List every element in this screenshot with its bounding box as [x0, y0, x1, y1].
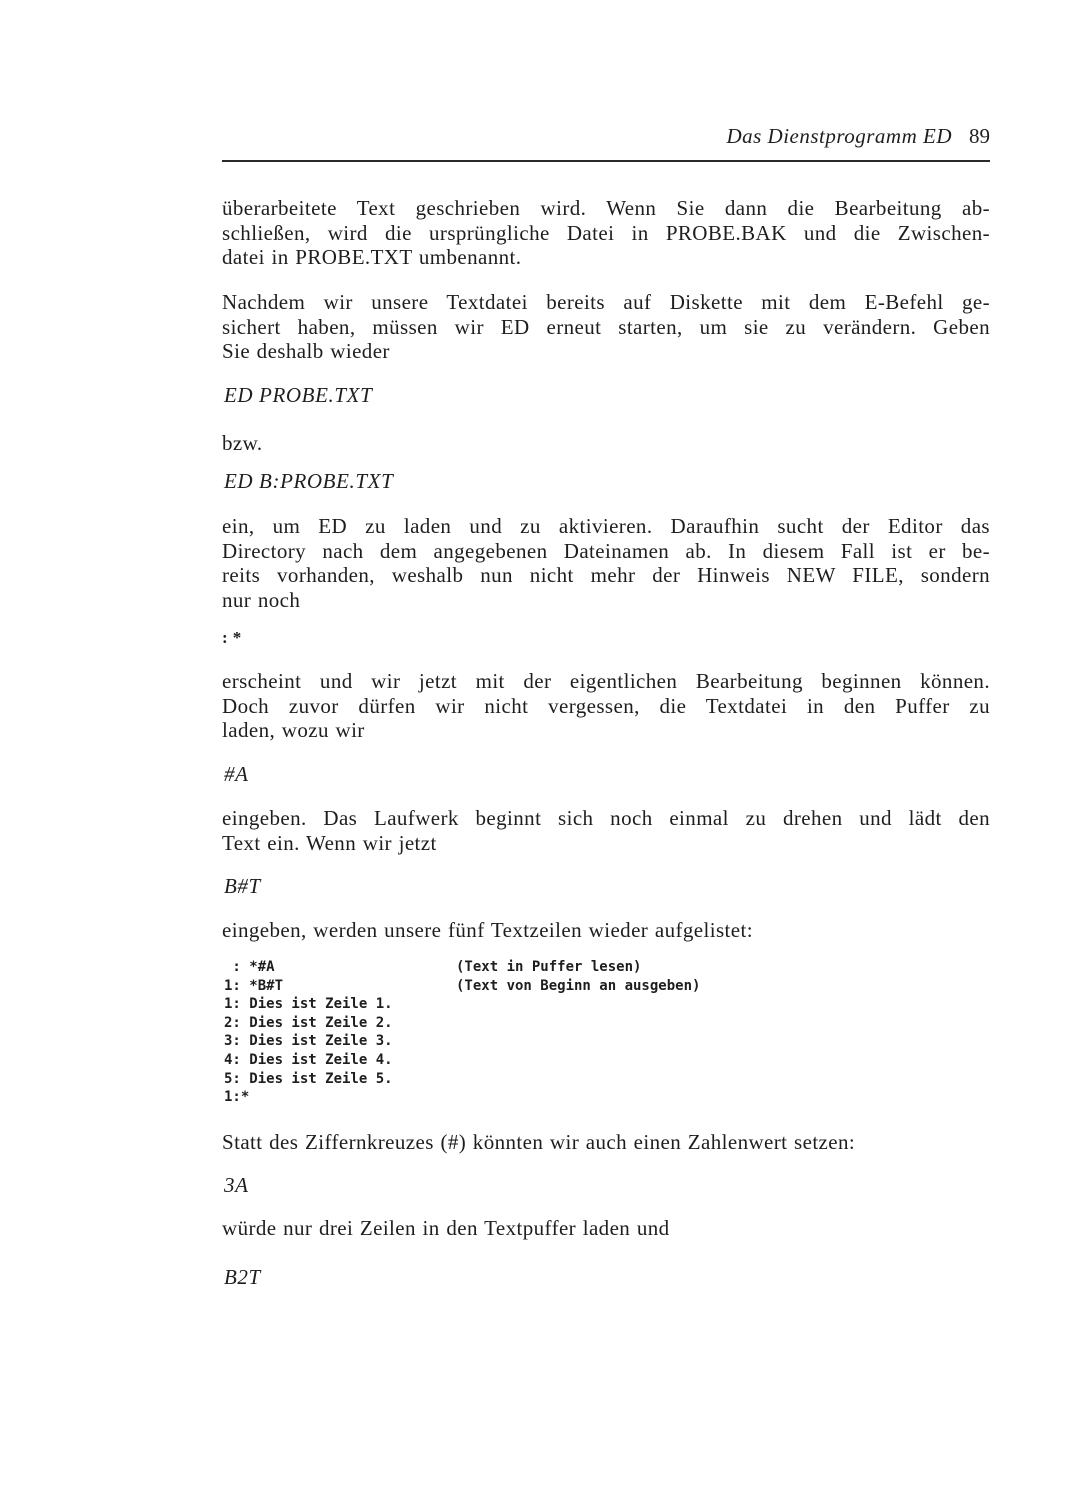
- command-list: B#T: [224, 874, 261, 898]
- code-text: 1: Dies ist Zeile 1.: [224, 996, 393, 1013]
- text-line: reits vorhanden, weshalb nun nicht mehr der Hinweis NEW FILE, sondern: [222, 563, 990, 587]
- text-line: Nachdem wir unsere Textdatei bereits auf Diskette mit dem E-Befehl ge-: [222, 290, 990, 314]
- bzw-text: bzw.: [222, 431, 263, 455]
- code-row: [224, 1088, 700, 1107]
- text-line: Doch zuvor dürfen wir nicht vergessen, die Textdatei in den Puffer zu: [222, 693, 990, 718]
- code-text: 1:*: [224, 1089, 250, 1106]
- prompt-text: : *: [222, 628, 242, 647]
- code-comment: (Text von Beginn an ausgeben): [456, 977, 701, 994]
- code-listing: [224, 958, 700, 1107]
- code-comment: (Text in Puffer lesen): [456, 959, 642, 975]
- paragraph-1: [222, 196, 990, 270]
- text-line: würde nur drei Zeilen in den Textpuffer laden und: [222, 1216, 670, 1240]
- text-line: sichert haben, müssen wir ED erneut starten, um sie zu verändern. Geben: [222, 314, 990, 339]
- paragraph-3: [222, 514, 990, 612]
- paragraph-6: [222, 918, 990, 943]
- running-header: [222, 122, 990, 162]
- code-text: 4: Dies ist Zeile 4.: [224, 1051, 393, 1068]
- code-row: [224, 1014, 700, 1033]
- text-line: eingeben. Das Laufwerk beginnt sich noch einmal zu drehen und lädt den: [222, 806, 990, 830]
- text-line: Text ein. Wenn wir jetzt: [222, 830, 437, 855]
- code-text: 2: Dies ist Zeile 2.: [224, 1014, 393, 1031]
- code-row: [224, 1070, 700, 1089]
- command-3a: 3A: [224, 1173, 249, 1197]
- paragraph-5: [222, 806, 990, 855]
- command-append: #A: [224, 762, 249, 786]
- code-row: [224, 958, 700, 977]
- text-line: eingeben, werden unsere fünf Textzeilen wieder aufgelistet:: [222, 918, 753, 942]
- text-line: Directory nach dem angegebenen Dateinamen ab. In diesem Fall ist er be-: [222, 538, 990, 563]
- text-line: erscheint und wir jetzt mit der eigentlichen Bearbeitung beginnen können.: [222, 669, 990, 693]
- code-text: 5: Dies ist Zeile 5.: [224, 1070, 393, 1087]
- text-line: ein, um ED zu laden und zu aktivieren. Daraufhin sucht der Editor das: [222, 514, 990, 538]
- command-ed-probe: ED PROBE.TXT: [224, 383, 373, 407]
- command-b2t: B2T: [224, 1265, 261, 1289]
- code-row: [224, 1051, 700, 1070]
- command-ed-b-probe: ED B:PROBE.TXT: [224, 469, 394, 493]
- paragraph-7: [222, 1130, 990, 1155]
- text-line: überarbeitete Text geschrieben wird. Wenn Sie dann die Bearbeitung ab-: [222, 196, 990, 220]
- chapter-title: Das Dienstprogramm ED: [726, 124, 952, 148]
- text-line: laden, wozu wir: [222, 718, 365, 742]
- code-text: : *#A: [224, 959, 275, 975]
- code-row: [224, 1032, 700, 1051]
- code-text: 1: *B#T: [224, 977, 284, 994]
- code-row: [224, 995, 700, 1014]
- code-text: 3: Dies ist Zeile 3.: [224, 1033, 393, 1050]
- text-line: Sie deshalb wieder: [222, 339, 390, 363]
- page-number: 89: [969, 124, 990, 148]
- code-row: [224, 977, 700, 996]
- paragraph-4: [222, 669, 990, 743]
- text-line: nur noch: [222, 587, 301, 612]
- text-line: Statt des Ziffernkreuzes (#) könnten wir auch einen Zahlenwert setzen:: [222, 1130, 856, 1154]
- text-line: datei in PROBE.TXT umbenannt.: [222, 245, 522, 269]
- paragraph-8: [222, 1216, 990, 1241]
- text-line: schließen, wird die ursprüngliche Datei in PROBE.BAK und die Zwischen-: [222, 220, 990, 245]
- paragraph-2: [222, 290, 990, 364]
